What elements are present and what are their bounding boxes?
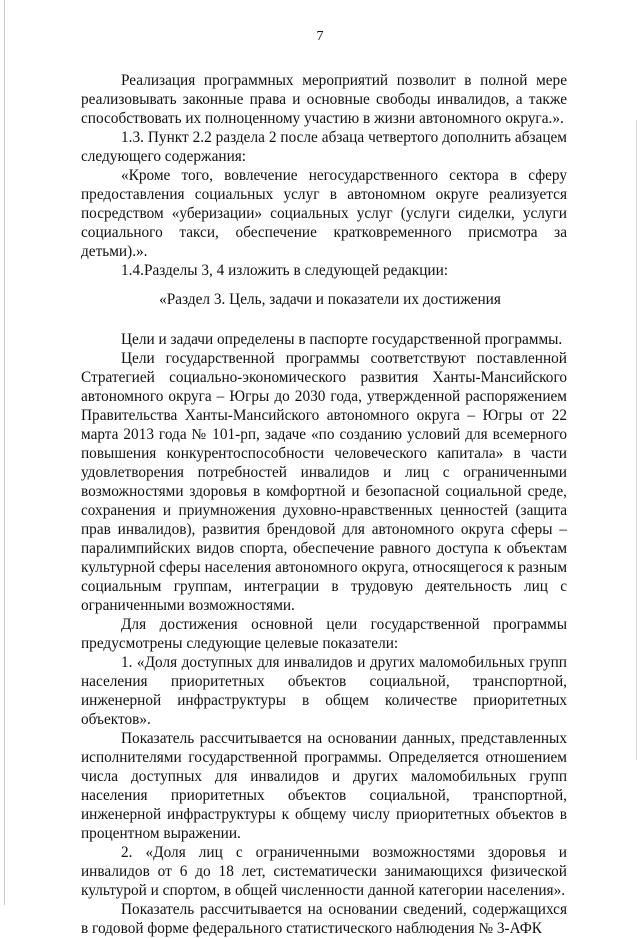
- scan-edge-left: [4, 0, 5, 905]
- page-number: 7: [316, 29, 324, 44]
- paragraph-quote-uberization: «Кроме того, вовлечение негосударственного сектора в сферу предоставления социальных услуг в автономном округе реализуется посредством «уберизации» социальных услуг (услуги сиделки, услуги социального такси, обеспечение кратковременного присмотра за детьми).».: [81, 167, 567, 260]
- paragraph-1-3: 1.3. Пункт 2.2 раздела 2 после абзаца четвертого дополнить абзацем следующего содержания:: [81, 129, 567, 165]
- paragraph-implementation: Реализация программных мероприятий позволит в полной мере реализовывать законные права и основные свободы инвалидов, а также способствовать их полноценному участию в жизни автономного округа.».: [81, 72, 567, 127]
- section-3-heading: «Раздел 3. Цель, задачи и показатели их достижения: [159, 291, 501, 308]
- paragraph-goals-defined: Цели и задачи определены в паспорте государственной программы.: [121, 331, 563, 348]
- paragraph-indicator-2-calc: Показатель рассчитывается на основании сведений, содержащихся в годовой форме федерального статистического наблюдения № 3-АФК: [81, 901, 567, 937]
- paragraph-goals-strategy: Цели государственной программы соответствуют поставленной Стратегией социально-экономического развития Ханты-Мансийского автономного округа – Югры до 2030 года, утвержденной распоряжением Правительства Ханты-Мансийского автономного округа – Югры от 22 марта 2013 года № 101-рп, задаче «по созданию условий для всемерного повышения конкурентоспособности человеческого капитала» в части удовлетворения потребностей инвалидов и лиц с ограниченными возможностями здоровья в комфортной и безопасной социальной среде, сохранения и приумножения духовно-нравственных ценностей (защита прав инвалидов), развития брендовой для автономного округа сферы – паралимпийских видов спорта, обеспечение равного доступа к объектам культурной сферы населения автономного округа, относящегося к разным социальным группам, интеграции в трудовую деятельность лиц с ограниченными возможностями.: [81, 350, 567, 614]
- paragraph-1-4: 1.4.Разделы 3, 4 изложить в следующей редакции:: [121, 262, 449, 279]
- indicator-2: 2. «Доля лиц с ограниченными возможностями здоровья и инвалидов от 6 до 18 лет, систематически занимающихся физической культурой и спортом, в общей численности данной категории населения».: [81, 844, 567, 899]
- scan-edge-right: [636, 120, 637, 760]
- paragraph-indicator-1-calc: Показатель рассчитывается на основании данных, представленных исполнителями государственной программы. Определяется отношением числа доступных для инвалидов и других маломобильных групп населения приоритетных объектов социальной, транспортной, инженерной инфраструктуры к общему числу приоритетных объектов в процентном выражении.: [81, 730, 567, 842]
- document-body: [81, 71, 567, 938]
- paragraph-target-indicators: Для достижения основной цели государственной программы предусмотрены следующие целевые показатели:: [81, 616, 567, 652]
- indicator-1: 1. «Доля доступных для инвалидов и других маломобильных групп населения приоритетных объектов социальной, транспортной, инженерной инфраструктуры в общем количестве приоритетных объектов».: [81, 654, 567, 728]
